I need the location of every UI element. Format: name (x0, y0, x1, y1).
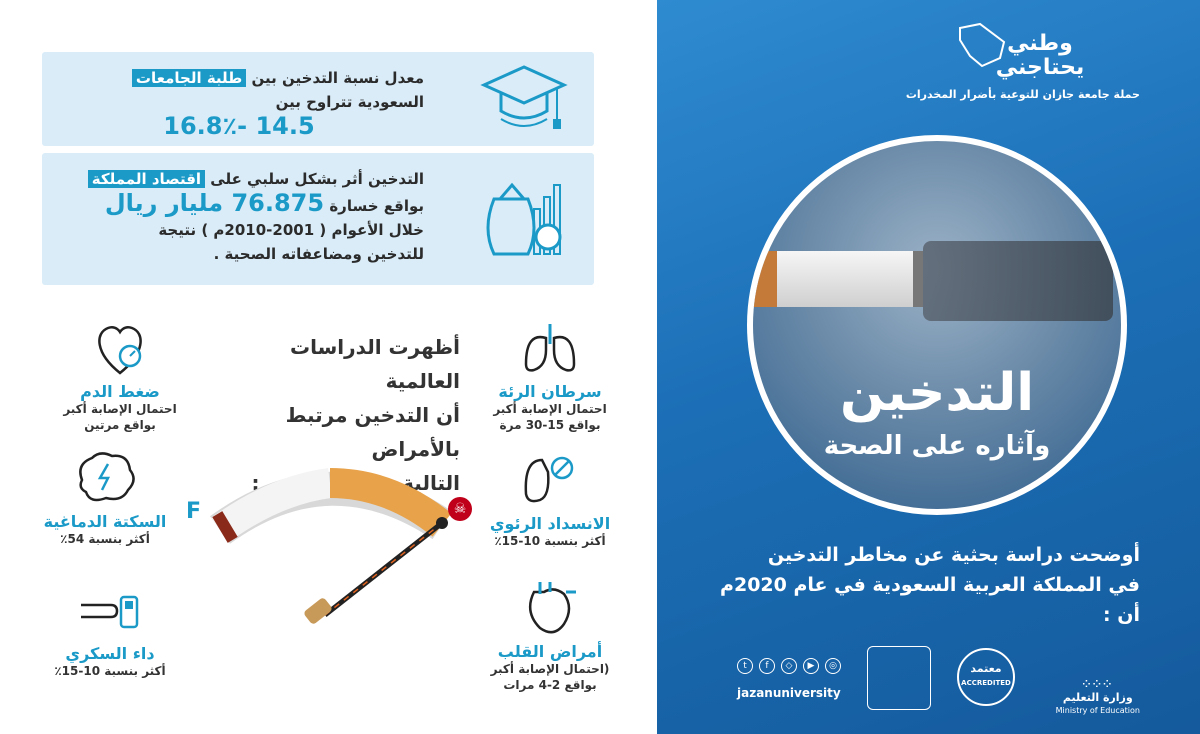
gauge-f-label: F (186, 499, 202, 524)
disease-desc: احتمال الإصابة أكبر (63, 402, 177, 416)
heading-line1: أظهرت الدراسات العالمية (290, 335, 460, 393)
disease-desc: احتمال الإصابة أكبر (493, 402, 607, 416)
lungs-icon (515, 318, 585, 378)
disease-diabetes (40, 580, 180, 679)
stat-text-students (54, 66, 424, 138)
social-handle[interactable]: jazanuniversity (737, 686, 841, 700)
twitter-icon[interactable]: t (737, 658, 753, 674)
box2-highlight: اقتصاد المملكة (88, 170, 205, 188)
box2-line1: التدخين أثر بشكل سلبي على (210, 170, 424, 188)
hero-title: التدخين (839, 363, 1035, 423)
disease-desc: بواقع 15-30 مرة (499, 418, 601, 432)
disease-copd (480, 450, 620, 549)
disease-desc: أكثر بنسبة 10-15٪ (54, 664, 166, 678)
campaign-logo-line1: وطني (1007, 31, 1073, 56)
study-line1: أوضحت دراسة بحثية عن مخاطر التدخين (767, 544, 1140, 566)
heart-organ-icon (515, 578, 585, 638)
disease-name: داء السكري (65, 644, 155, 663)
campaign-subtitle: حملة جامعة جازان للتوعية بأضرار المخدرات (905, 88, 1140, 101)
cigarette-gauge (180, 455, 480, 645)
disease-name: أمراض القلب (497, 642, 603, 661)
disease-name: الانسداد الرئوي (489, 514, 611, 533)
disease-lung-cancer (480, 318, 620, 433)
disease-desc: أكثر بنسبة 10-15٪ (494, 534, 606, 548)
box2-line2: بواقع خسارة (329, 197, 424, 215)
hero-subtitle: وآثاره على الصحة (823, 431, 1051, 461)
moe-en: Ministry of Education (1055, 706, 1140, 715)
disease-name: ضغط الدم (80, 382, 160, 401)
cigarette-filter-image (747, 251, 777, 307)
disease-name: السكتة الدماغية (43, 512, 167, 531)
youtube-icon[interactable]: ▶ (803, 658, 819, 674)
social-icons (737, 658, 841, 674)
saudi-map-icon (950, 20, 1010, 70)
heading-line3: التالية بين المدخنين : (251, 471, 460, 495)
facebook-icon[interactable]: f (759, 658, 775, 674)
heart-gauge-icon (85, 318, 155, 378)
stat-box-economy (42, 153, 594, 285)
money-bag-chart-icon (454, 153, 594, 285)
hero-circle (747, 135, 1127, 515)
campaign-logo (905, 20, 1140, 101)
stat-box-students (42, 52, 594, 146)
instagram-icon[interactable]: ◎ (825, 658, 841, 674)
box1-highlight: طلبة الجامعات (132, 69, 246, 87)
accredited-badge (957, 648, 1015, 706)
smoke-people-image (923, 241, 1113, 321)
disease-desc: بواقع مرتين (84, 418, 156, 432)
skull-icon: ☠ (448, 497, 472, 521)
box1-line1: معدل نسبة التدخين بين (251, 69, 424, 87)
glucose-meter-icon (75, 580, 145, 640)
disease-blood-pressure (50, 318, 190, 433)
box2-amount: 76.875 مليار ريال (104, 189, 325, 217)
box2-line4: للتدخين ومضاعفاته الصحية . (213, 245, 424, 263)
snapchat-icon[interactable]: ◇ (781, 658, 797, 674)
box2-line3: خلال الأعوام ( 2001-2010م ) نتيجة (158, 221, 424, 239)
moe-dots-icon: ⁘⁘⁘ (1082, 679, 1114, 690)
accred-en: ACCREDITED (961, 679, 1011, 687)
study-line2: في المملكة العربية السعودية في عام 2020م أن : (720, 574, 1140, 626)
lung-no-smoking-icon (515, 450, 585, 510)
disease-heart (480, 578, 620, 693)
right-panel (657, 0, 1200, 734)
moe-ar: وزارة التعليم (1062, 691, 1133, 704)
disease-stroke (35, 448, 175, 547)
ministry-logo (1056, 678, 1140, 717)
disease-name: سرطان الرئة (498, 382, 602, 401)
study-text (700, 540, 1140, 630)
jazan-university-seal-icon (867, 646, 931, 710)
footer (657, 644, 1200, 714)
heading-line2: أن التدخين مرتبط بالأمراض (285, 403, 460, 461)
brain-icon (70, 448, 140, 508)
accred-ar: معتمد (970, 662, 1002, 675)
disease-desc: أكثر بنسبة 54٪ (60, 532, 150, 546)
disease-desc: (احتمال الإصابة أكبر (490, 662, 610, 676)
graduation-cap-icon (454, 52, 594, 146)
disease-desc: بواقع 2-4 مرات (503, 678, 597, 692)
stat-text-economy (54, 167, 424, 266)
box1-range: 14.5 -16.8٪ (163, 112, 315, 140)
campaign-logo-line2: يحتاجني (995, 55, 1085, 80)
box1-line2: السعودية تتراوح بين (275, 93, 424, 111)
